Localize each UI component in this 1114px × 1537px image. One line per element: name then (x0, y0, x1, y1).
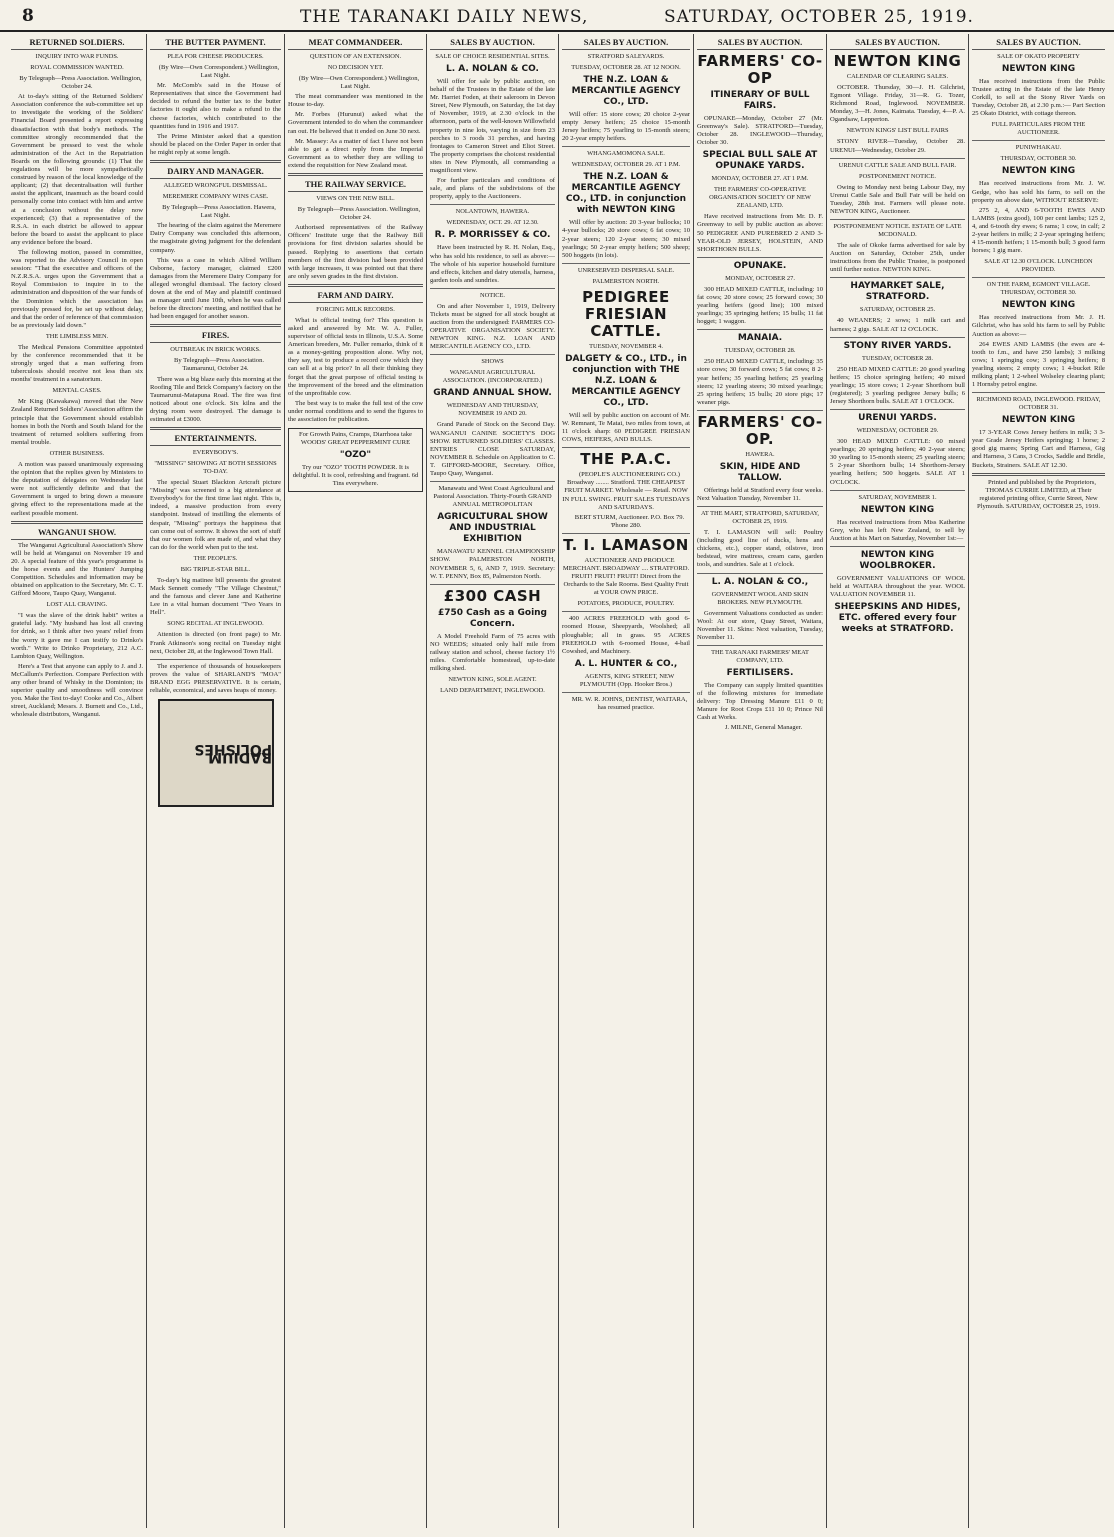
article-paragraph: The hearing of the claim against the Meremere Dairy Company was concluded this afternoon, the magistrate giving judgment for the defendant company. (150, 222, 281, 254)
sale-place: PUNIWHAKAU. (1015, 144, 1062, 152)
dateline: By Telegraph—Press Association. Hawera, Last Night. (162, 204, 276, 220)
masthead (0, 0, 1114, 32)
divider (697, 573, 823, 574)
article-paragraph: The following motion, passed in committee, was reported to the Advisory Council in open session: "That the executive and officers of the N.Z.R.S.A. urges upon the Government that a Royal Commission to inquire in to the administration and disposition of the war funds of the Dominion which the association has previously pressed for, be set up without delay, and that the order of reference of that commission be as previously laid down." (11, 248, 143, 329)
nolan-subhead: GOVERNMENT WOOL AND SKIN BROKERS. NEW PLYMOUTH. (711, 590, 809, 606)
section-banner: SALES BY AUCTION. (697, 37, 823, 50)
sale-title: UNRESERVED DISPERSAL SALE. (577, 266, 675, 274)
divider (430, 288, 555, 289)
sale-place: HAWERA. (745, 450, 775, 458)
subhead: THE LIMBLESS MEN. (45, 332, 109, 340)
divider (697, 410, 823, 411)
sale-text: Have received instructions from Mr. D. F. Greenway to sell by public auction as above: 50 PEDIGREE AND PUREBRED 2 AND 3-YEAR-OLD JERSEY, HOLSTEIN, AND SHORTHORN BULLS. (697, 213, 823, 253)
section-banner: SALES BY AUCTION. (430, 37, 555, 50)
show-title: GRAND ANNUAL SHOW. (433, 388, 552, 399)
divider (150, 427, 281, 430)
headline: RETURNED SOLDIERS. (11, 37, 143, 50)
divider (972, 473, 1105, 476)
headline: MEAT COMMANDEER. (288, 37, 423, 50)
shows-heading: SHOWS (481, 358, 504, 366)
divider (830, 409, 965, 410)
notice-text: The sale of Okoke farms advertised for sale by Auction on Saturday, October 25th, under instructions from the Public Trustee, is postponed until further notice. NEWTON KING. (830, 242, 965, 274)
sale-text: Will offer for sale by public auction, on behalf of the Trustees in the Estate of the late Mr. Harriet Foden, at their saleroom in Devon Street, New Plymouth, on Saturday, the 1st day of November, 1919, at 2.30 o'clock in the afternoon, parts of the well-known Willowfield property in nine lots, varying in size from 23 perches to 3 roods 31 perches, and having frontages to Cameron Street and Eliot Street. The property comprises the choicest residential sites in New Plymouth, all commanding a magnificent view. (430, 78, 555, 175)
lamason-headline: T. I. LAMASON (563, 535, 689, 554)
subhead: BIG TRIPLE-STAR BILL. (180, 565, 251, 573)
dateline: By Telegraph—Press Association. Wellington, October 24. (19, 75, 142, 91)
subhead: OUTBREAK IN BRICK WORKS. (170, 346, 261, 354)
issue-date: SATURDAY, OCTOBER 25, 1919. (664, 7, 974, 27)
article-paragraph: The special Stuart Blackton Artcraft picture "Missing" was screened to a big attendance at Everybody's for the first time last night. This is, indeed, a massive production from every standpoint. Instead of instilling the elements of despair, "Missing" portrays the happiness that can come out of sorrow. It shows the sort of stuff that our women folk are made of, and what they can do for the world when put to the test. (150, 479, 281, 551)
farm-text: 400 ACRES FREEHOLD with good 6-roomed House, Sheepyards, Woolshed; all ploughable; all in grass. 95 ACRES FREEHOLD with 6-roomed House, 4-bail Cowshed, and Machinery. (562, 615, 690, 655)
bull-fairs-list: STONY RIVER—Tuesday, October 28. URENUI—Wednesday, October 29. (830, 138, 965, 154)
divider (830, 546, 965, 547)
article-paragraph: What is official testing for? This question is asked and answered by Mr. W. A. Fuller, supervisor of official tests in Illinois, U.S.A. Some American breeders, Mr. Fuller remarks, think of it as a money-getting proposition alone. Why not, they say, test to produce a record cow which they can sell at a big price? In all their thinking they forget that the great purpose of official testing is the improvement of the breed and the elimination of the unprofitable cow. (288, 316, 423, 397)
cash-headline: £300 CASH (443, 586, 542, 605)
dateline: (By Wire—Own Correspondent.) Wellington, Last Night. (158, 64, 280, 80)
sale-place: STRATFORD SALEYARDS. (587, 53, 665, 60)
show-text: Grand Parade of Stock on the Second Day. WANGANUI CANINE SOCIETY'S DOG SHOW. RETURNED SOLDIERS' CLASSES. ENTRIES CLOSE SATURDAY, NOVEMBER 8. Schedule on Application to C. T. GIFFORD-MOORE, Secretary. Office, Taupo Quay, Wanganui. (430, 421, 555, 477)
show-text: MANAWATU KENNEL CHAMPIONSHIP SHOW. PALMERSTON NORTH, NOVEMBER 5, 6, AND 7, 1919. Secretary: W. T. PENNY, Box 85, Palmerston North. (430, 548, 555, 580)
divider (562, 146, 690, 147)
ad-brand: "OZO" (339, 450, 372, 461)
article-paragraph: "I was the slave of the drink habit" writes a grateful lady. "My husband has lost all craving for drink, so I think after two years' relief from the worry it gave me I can testify to Drinko's worth." Write to Drinko Proprietary, 212 A.C. Lambton Quay, Wellington. (11, 612, 143, 660)
skin-heading: SKIN, HIDE AND TALLOW. (719, 461, 801, 483)
divider (288, 173, 423, 176)
article-paragraph: The experience of thousands of housekeepers proves the value of SHARLAND'S "MOA" BRAND EGG PRESERVATIVE. It is certain, reliable, economical, and saves heaps of money. (150, 662, 281, 694)
article-paragraph: At to-day's sitting of the Returned Soldiers' Association conference the sub-committee set up to investigate the working of the Soldiers' Financial Board presented a report expressing dissatisfaction with that body's methods. The committee strongly recommended that the Government be pressed to vest the whole administration of the Act in the Repatriation Boards on the following grounds: (1) That the regulations will be more sympathetically construed by reason of the local knowledge of the applicant; (2) that decentralisation will further assist the applicant, inasmuch as the board could personally come into contact with him and arrive at a conclusion without the delay now experienced; (3) that a representative of the R.S.A. in each district be allowed to appear before the board to assist the applicant to place any evidence before the board. (11, 93, 143, 246)
sale-date: TUESDAY, OCTOBER 28. (724, 347, 796, 355)
divider (150, 160, 281, 163)
sale-date: TUESDAY, OCTOBER 28. AT 12 NOON. (571, 64, 681, 71)
meat-company-heading: THE TARANAKI FARMERS' MEAT COMPANY, LTD. (711, 648, 809, 664)
column-okato-property (969, 34, 1108, 1528)
page-columns (8, 34, 1108, 1528)
cash-subhead: £750 Cash as a Going Concern. (437, 607, 548, 629)
article-paragraph: The Medical Pensions Committee appointed by the conference recommended that it be strongly urged that a man suffering from tuberculosis should receive not less than six months' treatment in a sanatorium. (11, 343, 143, 384)
itinerary-list: OPUNAKE—Monday, October 27 (Mr. Greenway's Sale). STRATFORD—Tuesday, October 28. INGLEWOOD—Thursday, October 30. (697, 115, 823, 147)
sale-time: SALE AT 12.30 O'CLOCK. LUNCHEON PROVIDED. (984, 258, 1093, 274)
divider (830, 337, 965, 338)
subhead: THE PEOPLE'S. (193, 554, 238, 562)
sale-place: URENUI YARDS. (858, 413, 937, 424)
section-banner: SALES BY AUCTION. (972, 37, 1105, 50)
sale-date: WEDNESDAY, OCTOBER 29. (856, 427, 939, 435)
column-farmers-coop (694, 34, 827, 1528)
divider (430, 354, 555, 355)
friesian-headline: PEDIGREE FRIESIAN CATTLE. (582, 287, 670, 340)
sale-date: WEDNESDAY, OCTOBER 29. AT 1 P.M. (571, 161, 681, 169)
sale-place: PALMERSTON NORTH. (592, 277, 660, 285)
article-paragraph: To-day's big matinee bill presents the greatest Mack Sennett comedy "The Village Chestnut," and the famous and clever Jane and Katherine Lee in a vital human document "Two Years in Hell". (150, 576, 281, 617)
sale-date: MONDAY, OCTOBER 27. AT 1 P.M. (711, 175, 809, 183)
dateline: By Telegraph—Press Association. Taumarunui, October 24. (173, 357, 265, 373)
sale-title: SALE OF OKATO PROPERTY (997, 53, 1080, 60)
sale-date: TUESDAY, NOVEMBER 4. (589, 342, 663, 350)
farm-text: A Model Freehold Farm of 75 acres with NO WEEDS; situated only half mile from railway station and school, cheese factory 1½ miles. Comfortable homestead, up-to-date milking shed. (430, 632, 555, 673)
farmers-coop-headline: FARMERS' CO-OP. (697, 412, 823, 448)
divider (697, 506, 823, 507)
lamason-text: AUCTIONEER AND PRODUCE MERCHANT. BROADWAY .... STRATFORD. FRUIT! FRUIT! FRUIT! Direct from the Orchards to the Sale Rooms. Best Quality Fruit at YOUR OWN PRICE. (562, 556, 690, 597)
itinerary-heading: ITINERARY OF BULL FAIRS. (710, 90, 810, 111)
newton-king-headline: NEWTON KING (1001, 300, 1076, 311)
subhead: OTHER BUSINESS. (49, 449, 105, 457)
mart-text: T. I. LAMASON will sell: Poultry (including good line of ducks, hens and chickens, etc.), copper stand, oilstove, iron bedstead, wire mattress, cream cans, garden tools, and sundries. Sale at 1 o'clock. (697, 529, 823, 569)
nolan-headline: L. A. NOLAN & CO., (711, 576, 809, 587)
divider (150, 659, 281, 660)
sale-text: Has received instructions from Miss Katherine Grey, who has left New Zealand, to sell by Auction at his Mart on Saturday, November 1st:— (830, 518, 965, 542)
divider (562, 447, 690, 448)
divider (288, 284, 423, 287)
ozo-advertisement (288, 428, 423, 491)
ad-text: Try our "OZO" TOOTH POWDER. It is delightful. It is cool, refreshing and fragrant. 6d Tins everywhere. (292, 464, 419, 488)
ad-logo-text: RADIUM POLISHES (193, 741, 272, 766)
headline: FARM AND DAIRY. (288, 290, 423, 303)
divider (697, 645, 823, 646)
column-newton-king (827, 34, 969, 1528)
article-paragraph: Here's a Test that anyone can apply to J. and J. McCallum's Perfection. Compare Perfection with any other brand of Whisky in the Dominion; its superior quality and smoothness will convince you. Make the Test to-day! Cooke and Co., Albert street, Auckland; Messrs. J. Burnett and Co., Ltd., wholesale distributors, Wanganui. (11, 662, 143, 719)
sale-title: URENUI CATTLE SALE AND BULL FAIR. (838, 161, 957, 169)
sale-place: RICHMOND ROAD, INGLEWOOD. FRIDAY, OCTOBER 31. (976, 396, 1101, 412)
divider (430, 204, 555, 205)
sale-text: For further particulars and conditions of sale, and plans of the subdivisions of the property, apply to the Auctioneers. (430, 177, 555, 201)
sale-place: HAYMARKET SALE, STRATFORD. (850, 281, 945, 303)
divider (562, 611, 690, 612)
sale-place: STONY RIVER YARDS. (843, 340, 952, 351)
stock-list: 250 HEAD MIXED CATTLE: 20 good yearling heifers; 15 choice springing heifers; 40 mixed yearlings; 15 store cows; 1 2-year Shorthorn bull (registered); 3 yearling pedigree Jersey bulls; 6 Jersey Shorthorn bulls. SALE AT 1 O'CLOCK. (830, 365, 965, 405)
stock-list: 300 HEAD MIXED CATTLE, including: 10 fat cows; 20 store cows; 25 forward cows; 30 yearling heifers (good line); 100 mixed yearlings; 35 springing heifers; 15 bulls; 11 fat hogget; 1 waggon. (697, 285, 823, 326)
auctioneer-contact: BERT STURM, Auctioneer. P.O. Box 79. 'Phone 280. (574, 513, 685, 529)
sale-text: Has received instructions from Mr. J. H. Gilchrist, who has sold his farm to sell by Public Auction as above:— (972, 314, 1105, 338)
nolan-text: Government Valuations conducted as under: Wool: At our store, Quay Street, Waitara, November 11. Skins: Next valuation, Tuesday, November 11. (697, 609, 823, 641)
subhead: EVERYBODY'S. (192, 449, 239, 457)
article-paragraph: This was a case in which Alfred William Osborne, factory manager, claimed £200 damages from the Meremere Dairy Company for alleged wrongful dismissal. The factory closed down at the end of May and plaintiff continued as manager until June 10th, when he was called before the directors' meeting, and notified that he had been engaged for another season. (150, 256, 281, 321)
article-paragraph: Attention is directed (on front page) to Mr. Frank Atkinson's song recital on Tuesday night next, October 28, at the Inglewood Town Hall. (150, 631, 281, 655)
sale-date: TUESDAY, OCTOBER 28. (862, 354, 933, 362)
column-returned-soldiers (8, 34, 147, 1528)
agent-department: LAND DEPARTMENT, INGLEWOOD. (440, 687, 545, 695)
farmers-coop-headline: FARMERS' CO-OP (697, 52, 823, 87)
dateline: (By Wire—Own Correspondent.) Wellington, Last Night. (298, 75, 420, 91)
divider (972, 392, 1105, 393)
stock-list: Will offer: 15 store cows; 20 choice 2-year empty Jersey heifers; 25 choice 15-month Jersey heifers; 75 yearling to 15-month steers; 20 2-year empty heifers. (562, 111, 690, 143)
article-paragraph: A motion was passed unanimously expressing the opinion that the replies given by Ministers to the deputation of delegates on Wednesday last were not sufficiently definite and that the Government is urged to bring down a measure giving effect to the representations made at the earliest possible moment. (11, 460, 143, 517)
divider (972, 140, 1105, 141)
printer-imprint: Printed and published by the Proprietors, THOMAS CURRIE LIMITED, at Their registered printing office, Currie Street, New Plymouth. SATURDAY, OCTOBER 25, 1919. (977, 478, 1100, 510)
notice-text: On and after November 1, 1919, Delivery Tickets must be signed for all stock bought at auction from the undersigned: FARMERS CO-OPERATIVE ORGANISATION SOCIETY. NEWTON KING. N.Z. LOAN AND MERCANTILE AGENCY CO., LTD. (430, 302, 555, 351)
subhead: INQUIRY INTO WAR FUNDS. (35, 53, 119, 60)
stock-list: 264 EWES AND LAMBS (the ewes are 4-tooth to f.m., and have 250 lambs); 3 milking cows; 1 springing cow; 3 springing heifers; 8 yearling steers; 2 empty cows; 1 4-bucket Rile milking plant; 1 2-wheel Wolseley clearing plant; 1 Hornsby petrol engine. (972, 340, 1105, 389)
column-butter-payment (147, 34, 285, 1528)
bull-fairs-heading: NEWTON KINGS' LIST BULL FAIRS (846, 127, 949, 135)
stock-list: 250 HEAD MIXED CATTLE, including: 35 store cows; 30 forward cows; 5 fat cows; 8 2-year heifers; 35 yearling heifers; 25 yearling steers; 12 yearling steers; 30 mixed yearlings; 25 spring heifers; 15 bulls; 20 store pigs; 17 weaner pigs. (697, 358, 823, 406)
divider (972, 277, 1105, 278)
subhead: ALLEGED WRONGFUL DISMISSAL. (163, 182, 268, 190)
article-paragraph: The best way is to make the full test of the cow under normal conditions and to send the figures to the association for publication. (288, 399, 423, 423)
newton-king-headline: NEWTON KING (1001, 166, 1076, 177)
notice-heading: NOTICE. (479, 291, 506, 299)
auctioneer-name: THE N.Z. LOAN & MERCANTILE AGENCY CO., LTD. in conjunction with NEWTON KING (565, 172, 687, 216)
fertilisers-heading: FERTILISERS. (726, 667, 794, 678)
organisation-name: THE FARMERS' CO-OPERATIVE ORGANISATION SOCIETY OF NEW ZEALAND, LTD. (709, 186, 811, 210)
subhead: PLEA FOR CHEESE PRODUCERS. (167, 53, 264, 60)
auctioneer-name: R. P. MORRISSEY & CO. (434, 230, 551, 241)
ad-headline: For Growth Pains, Cramps, Diarrhoea take WOODS' GREAT PEPPERMINT CURE (299, 431, 412, 447)
sale-date: MONDAY, OCTOBER 27. (725, 274, 795, 282)
notice-text: Owing to Monday next being Labour Day, my Urenui Cattle Sale and Bull Fair will be held on Tuesday, 28th inst. Farmers will please note. NEWTON KING, Auctioneer. (830, 183, 965, 215)
headline: THE RAILWAY SERVICE. (288, 179, 423, 192)
article-paragraph: The meat commandeer was mentioned in the House to-day. (288, 93, 423, 109)
sale-text: Will sell by public auction on account of Mr. W. Remnant, Te Matai, two miles from town, at 11 o'clock sharp: 60 PEDIGREE FRIESIAN COWS, HEIFERS, AND BULLS. (562, 411, 690, 444)
manager-signature: J. MILNE, General Manager. (724, 724, 803, 732)
subhead: NO DECISION YET. (327, 64, 384, 71)
divider (150, 324, 281, 327)
skin-text: Offerings held at Stratford every four weeks. Next Valuation Tuesday, November 11. (697, 486, 823, 502)
stock-list: 275 2, 4, AND 6-TOOTH EWES AND LAMBS (extra good), 100 per cent lambs; 125 2, 4, and 6-tooth dry ewes; 6 rams; 1 cow, in calf; 2 2-year heifers in milk; 2 2-year springing heifers; 4 15-month heifers; 1 15-month bull; 3 good farm horses; 1 gig mare. (972, 206, 1105, 255)
subhead: LOST ALL CRAVING. (46, 601, 108, 609)
page-number: 8 (22, 6, 34, 26)
dentist-notice: MR. W. R. JOHNS, DENTIST, WAITARA, has resumed practice. (571, 696, 688, 712)
stock-list: 300 HEAD MIXED CATTLE: 60 mixed yearlings; 20 springing heifers; 40 2-year steers; 30 yearling to 15-month steers; 25 yearling steers; 5 2-year Shorthorn bulls; 14 Shorthorn-Jersey yearling heifers; 500 hoggets. SALE AT 1 O'CLOCK. (830, 438, 965, 486)
subhead: VIEWS ON THE NEW BILL. (316, 195, 395, 203)
woolbroker-headline: NEWTON KING WOOLBROKER. (859, 549, 936, 571)
sale-date: SATURDAY, OCTOBER 25. (859, 306, 936, 314)
sale-particulars: FULL PARTICULARS FROM THE AUCTIONEER. (991, 121, 1086, 137)
divider (830, 490, 965, 491)
show-title: AGRICULTURAL SHOW AND INDUSTRIAL EXHIBITION (437, 512, 548, 545)
subhead: SONG RECITAL AT INGLEWOOD. (167, 620, 264, 628)
subhead: MEREMERE COMPANY WINS CASE. (162, 193, 269, 201)
dateline: By Telegraph—Press Association. Wellington, October 24. (297, 206, 421, 222)
stock-list: 17 3-YEAR Cows Jersey heifers in milk; 3 3-year Grade Jersey Heifers springing; 1 horse; 2 good gig mares; Spring Cart and Harness, Gig and Harness, 3 Cans, 3 Crocks, Saddle and Bridle, Buckets, Strainers. SALE AT 12.30. (972, 429, 1105, 469)
newton-king-headline: NEWTON KING (833, 52, 962, 70)
section-banner: SALES BY AUCTION. (562, 37, 690, 50)
headline: DAIRY AND MANAGER. (150, 166, 281, 179)
pac-text: (PEOPLE'S AUCTIONEERING CO.) Broadway ........ Stratford. THE CHEAPEST FRUIT MARKET. Wholesale — Retail. NOW IN FULL SWING. FRUIT SALES TUESDAYS AND SATURDAYS. (562, 471, 690, 511)
divider (562, 692, 690, 693)
divider (830, 277, 965, 278)
calendar-heading: CALENDAR OF CLEARING SALES. (846, 73, 949, 80)
newspaper-title: THE TARANAKI DAILY NEWS, (300, 7, 589, 27)
divider (562, 263, 690, 264)
divider (830, 158, 965, 159)
sale-place: MANAIA. (737, 333, 783, 344)
headline: WANGANUI SHOW. (11, 527, 143, 540)
article-paragraph: Mr. McComb's said in the House of Representatives that since the Government had decided to refund the butter tax to the butter factories it ought also to make a refund to the cheese factories, which contributed to the quantities fund in 1916 and 1917. (150, 82, 281, 130)
radium-polishes-ad-image (158, 699, 274, 807)
divider (562, 533, 690, 534)
sale-place: NOLANTOWN, HAWERA. (455, 208, 530, 216)
headline: THE BUTTER PAYMENT. (150, 37, 281, 50)
show-organiser: WANGANUI AGRICULTURAL ASSOCIATION. (INCORPORATED.) (442, 369, 543, 385)
show-date: WEDNESDAY AND THURSDAY, NOVEMBER 19 AND 20. (446, 402, 539, 418)
article-paragraph: The Wanganui Agricultural Association's Show will be held at Wanganui on November 19 and 20. A special feature of this year's programme is the horse events and the Hunters' Jumping Competition. Schedules and information may be obtained on application to the Secretary, Mr. C. T. Gifford Moore, Taupo Quay, Wanganui. (11, 541, 143, 598)
hunter-address: AGENTS, KING STREET, NEW PLYMOUTH (Opp. Hooker Bros.) (579, 672, 675, 688)
pac-headline: THE P.A.C. (580, 450, 672, 469)
show-organiser: Manawatu and West Coast Agricultural and Pastoral Association. Thirty-Fourth GRAND ANNUAL METROPOLITAN (433, 485, 554, 509)
calendar-list: OCTOBER. Thursday, 30—J. H. Gilchrist, Egmont Village. Friday, 31—R. G. Tozer, Richmond Road, Inglewood. NOVEMBER. Monday, 3—H. Jones, Kaimata. Tuesday, 4—P. A. Ogandsaw, Lepperton. (830, 84, 965, 124)
stock-list: 40 WEANERS; 2 sows; 1 milk cart and harness; 2 gigs. SALE AT 12 O'CLOCK. (830, 317, 965, 333)
article-paragraph: Authorised representatives of the Railway Officers' Institute urge that the Railway Bill provisions for first division salaries should be passed. Replying to assertions that certain members of the first division had been provided with large increases, it was pointed out that there are only seven grades in the first division. (288, 224, 423, 280)
subhead: "MISSING" SHOWING AT BOTH SESSIONS TO-DAY. (154, 460, 277, 476)
sale-text: Have been instructed by R. H. Nolan, Esq., who has sold his residence, to sell as above:— The whole of his superior household furniture and effects, kitchen and dairy utensils, harness, garden tools and sundries. (430, 244, 555, 284)
sale-date: WEDNESDAY, OCT. 29. AT 12.30. (446, 219, 539, 227)
notice-heading: POSTPONEMENT NOTICE. (859, 172, 936, 180)
headline: FIRES. (150, 330, 281, 343)
notice-heading: POSTPONEMENT NOTICE. ESTATE OF LATE MCDONALD. (833, 223, 962, 239)
sale-place: ON THE FARM, EGMONT VILLAGE. THURSDAY, OCTOBER 30. (986, 281, 1091, 297)
agent-name: NEWTON KING, SOLE AGENT. (448, 676, 537, 684)
sale-title: SALE OF CHOICE RESIDENTIAL SITES. (435, 53, 550, 60)
newton-king-headline: NEWTON KING (860, 504, 935, 515)
auctioneer-name: L. A. NOLAN & CO. (446, 64, 539, 74)
auctioneer-name: DALGETY & CO., LTD., in conjunction with THE N.Z. LOAN & MERCANTILE AGENCY CO., LTD. (565, 353, 687, 408)
divider (430, 481, 555, 482)
divider (830, 219, 965, 220)
divider (697, 329, 823, 330)
mart-heading: AT THE MART, STRATFORD, SATURDAY, OCTOBER 25, 1919. (700, 510, 820, 526)
column-auction-nolan (427, 34, 559, 1528)
sheepskins-heading: SHEEPSKINS AND HIDES, ETC. offered every four weeks at STRATFORD. (834, 602, 961, 635)
sale-date: THURSDAY, OCTOBER 30. (1000, 155, 1077, 163)
fertilisers-text: The Company can supply limited quantities of the following mixtures for immediate delivery: Top Dressing Manure £11 0 0; Manure for Root Crops £11 10 0; Prince Nil Cash at Works. (697, 681, 823, 722)
article-paragraph: Mr King (Kawakawa) moved that the New Zealand Returned Soldiers' Association affirm the principle that the Government should establish homes in both the North and South Island for the treatment of returned soldiers suffering from mental trouble. (11, 398, 143, 446)
column-auction-stratford (559, 34, 694, 1528)
auctioneer-name: THE N.Z. LOAN & MERCANTILE AGENCY CO., LTD. (571, 75, 681, 107)
subhead: ROYAL COMMISSION WANTED. (30, 64, 124, 71)
section-banner: SALES BY AUCTION. (830, 37, 965, 50)
article-paragraph: Mr. Massey: As a matter of fact I have not been able to get a direct reply from the Imperial Government as to whether they are willing to extend the requisition for New Zealand meat. (288, 137, 423, 169)
divider (11, 521, 143, 524)
wool-text: GOVERNMENT VALUATIONS OF WOOL held at WAITARA throughout the year. WOOL VALUATION NOVEMBER 11. (830, 574, 965, 599)
hunter-headline: A. L. HUNTER & CO., (574, 658, 678, 669)
subhead: FORCING MILK RECORDS. (316, 305, 395, 313)
sale-text: Has received instructions from Mr. J. W. Gedge, who has sold his farm, to sell on the property on above date, WITHOUT RESERVE: (972, 180, 1105, 204)
sale-place: OPUNAKE. (733, 260, 787, 271)
article-paragraph: Mr. Forbes (Hurunui) asked what the Government intended to do when the commandeer ran out. He believed that it ended on June 30 next. (288, 111, 423, 135)
special-sale-heading: SPECIAL BULL SALE AT OPUNAKE YARDS. (702, 150, 818, 172)
divider (697, 257, 823, 258)
divider (430, 584, 555, 585)
headline: ENTERTAINMENTS. (150, 433, 281, 446)
subhead: QUESTION OF AN EXTENSION. (309, 53, 402, 60)
column-meat-commandeer (285, 34, 427, 1528)
sale-date: SATURDAY, NOVEMBER 1. (858, 493, 937, 501)
article-paragraph: The Prime Minister asked that a question should be placed on the Order Paper in order that he might reply at some length. (150, 132, 281, 156)
article-paragraph: There was a big blaze early this morning at the Roofing Tile and Brick Company's factory on the Taumarunui-Matapuna Road. The fire was first noticed about one o'clock. Six kilns and the drying room were destroyed. The damage is estimated at £3000. (150, 375, 281, 423)
produce-heading: POTATOES, PRODUCE, POULTRY. (577, 600, 675, 608)
sale-text: Has received instructions from the Public Trustee acting in the Estate of the late Henry Corkill, to sell at the Stony River Yards on Tuesday, October 28, at 2.30 p.m.:— Part Section 25 Okato District, with cottage thereon. (972, 78, 1105, 118)
subhead: MENTAL CASES. (52, 387, 102, 395)
newton-king-headline: NEWTON KING (1001, 64, 1076, 74)
stock-list: Will offer by auction: 20 3-year bullocks; 10 4-year bullocks; 20 store cows; 6 fat cows; 10 2-year steers; 120 2-year steers; 30 mixed yearlings; 50 2-year empty heifers; 500 sheep; 500 hoggets (in lots). (562, 219, 690, 259)
sale-place: WHANGAMOMONA SALE. (587, 150, 665, 158)
newton-king-headline: NEWTON KING (1001, 415, 1076, 426)
